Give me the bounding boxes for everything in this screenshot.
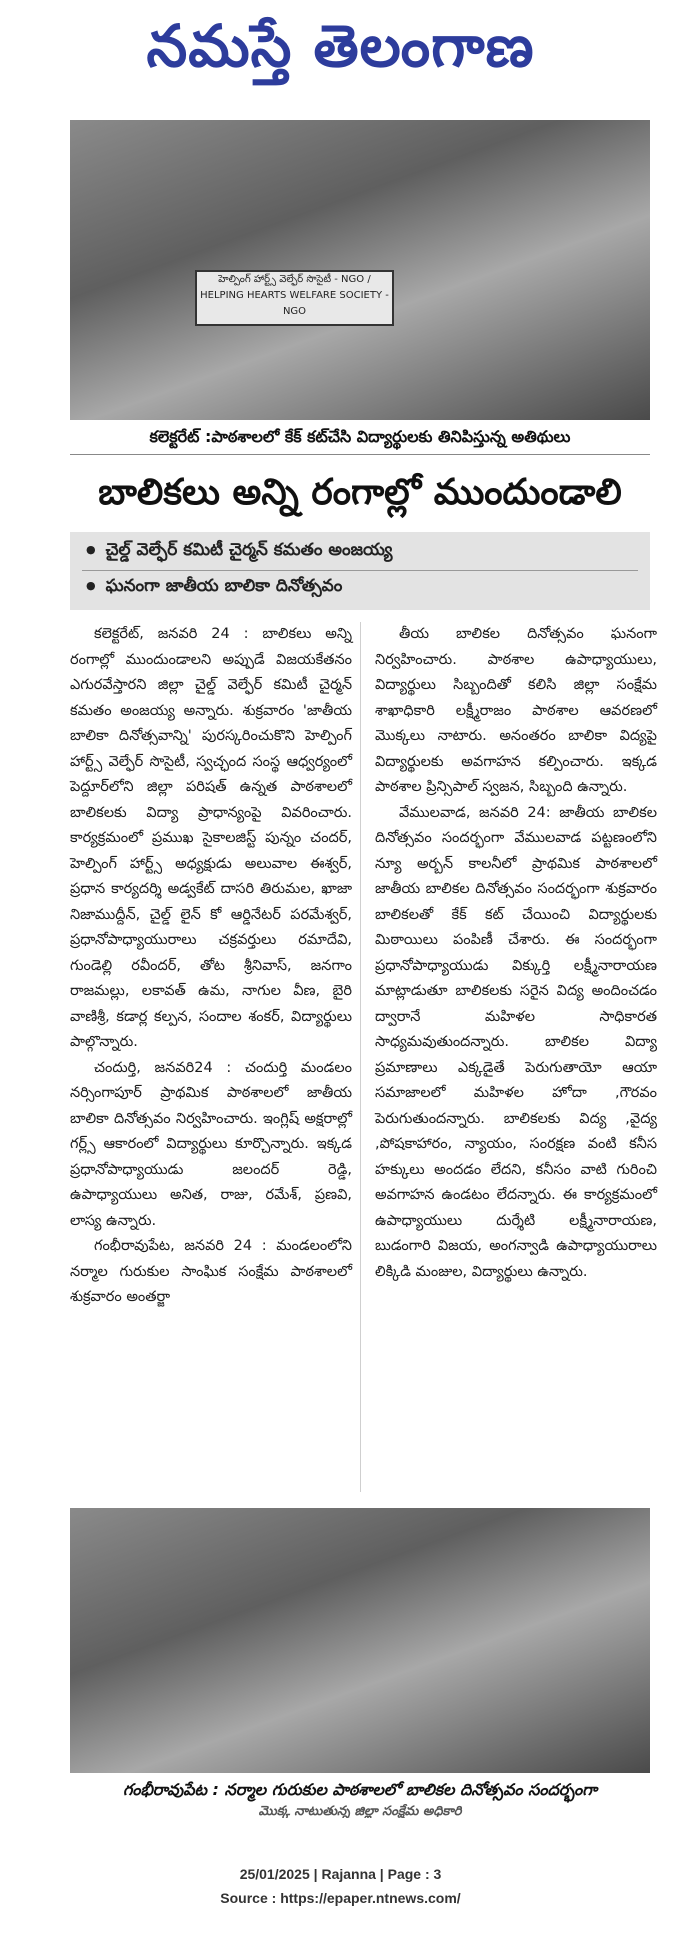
ngo-banner: హెల్పింగ్ హార్ట్స్ వెల్ఫేర్ సొసైటీ - NGO / HELPING HEARTS WELFARE SOCIETY - NGO (195, 270, 394, 326)
edition-info: 25/01/2025 | Rajanna | Page : 3 (239, 1866, 442, 1882)
article-column-right (375, 622, 657, 1502)
column-divider (360, 622, 361, 1492)
article-paragraph: కలెక్టరేట్, జనవరి 24 : బాలికలు అన్ని రంగాల్లో ముందుండాలని అప్పుడే విజయకేతనం ఎగురవేస్తారని జిల్లా చైల్డ్ వెల్ఫేర్ కమిటీ చైర్మన్ కమతం అంజయ్య అన్నారు. శుక్రవారం 'జాతీయ బాలికా దినోత్సవాన్ని' పురస్కరించుకొని హెల్పింగ్ హార్ట్స్ వెల్ఫేర్ సొసైటీ, స్వచ్ఛంద సంస్థ ఆధ్వర్యంలో పెద్దూర్‌లోని జిల్లా పరిషత్ ఉన్నత పాఠశాలలో బాలికలకు విద్యా ప్రాధాన్యంపై వివరించారు. కార్యక్రమంలో ప్రముఖ సైకాలజిస్ట్ పున్నం చందర్, హెల్పింగ్ హార్ట్స్ అధ్యక్షుడు అలువాల ఈశ్వర్, ప్రధాన కార్యదర్శి అడ్వకేట్ దాసరి తిరుమల, ఖాజా నిజాముద్దీన్, చైల్డ్ లైన్ కో ఆర్డినేటర్ పరమేశ్వర్, ప్రధానోపాధ్యాయురాలు చక్రవర్తులు రమాదేవి, గుండెల్లి రవీందర్, తోట శ్రీనివాస్, జనగాం రాజమల్లు, లకావత్ ఉమ, నాగుల వీణ, బైరి వాణిశ్రీ, కడార్ల కల్పన, సందాల శంకర్, విద్యార్థులు పాల్గొన్నారు. (70, 626, 352, 1050)
photo-caption-top: కలెక్టరేట్ :పాఠశాలలో కేక్ కట్‌చేసి విద్యార్థులకు తినిపిస్తున్న అతిథులు (70, 427, 650, 455)
photo-caption-bottom: గంభీరావుపేట : నర్మాల గురుకుల పాఠశాలలో బాలికల దినోత్సవం సందర్భంగా (123, 1780, 597, 1799)
subheadline-box (70, 532, 650, 610)
masthead (0, 0, 681, 110)
newspaper-logo: నమస్తే తెలంగాణ (146, 12, 535, 80)
event-photo-bottom (70, 1508, 650, 1773)
event-photo-top (70, 120, 650, 420)
article-paragraph: వేములవాడ, జనవరి 24: జాతీయ బాలికల దినోత్సవం సందర్భంగా వేములవాడ పట్టణంలోని న్యూ అర్బన్ కాలనీలో ప్రాథమిక పాఠశాలలో జాతీయ బాలికల దినోత్సవం సందర్భంగా శుక్రవారం బాలికలతో కేక్ కట్ చేయించి విద్యార్థులకు మిఠాయిలు పంపిణీ చేశారు. ఈ సందర్భంగా ప్రధానోపాధ్యాయుడు విక్కుర్తి లక్ష్మీనారాయణ మాట్లాడుతూ బాలికలకు సరైన విద్య అందించడం ద్వారానే మహిళల సాధికారత సాధ్యమవుతుందన్నారు. బాలికల విద్యా ప్రమాణాలు ఎక్కడైతే పెరుగుతాయో ఆయా సమాజాలలో మహిళల హోదా ,గౌరవం పెరుగుతుందన్నారు. బాలికలకు విద్య ,వైద్య ,పోషకాహారం, న్యాయం, సంరక్షణ వంటి కనీస హక్కులు అందడం లేదని, కనీసం వాటి గురించి అవగాహన ఉండటం లేదన్నారు. ఈ కార్యక్రమంలో ఉపాధ్యాయులు దుర్శేటి లక్ష్మీనారాయణ, బుడంగారి విజయ, అంగన్వాడి ఉపాధ్యాయురాలు లిక్కిడి మంజుల, విద్యార్థులు ఉన్నారు. (375, 804, 657, 1280)
article-paragraph: చందుర్తి, జనవరి24 : చందుర్తి మండలం నర్సింగాపూర్ ప్రాథమిక పాఠశాలలో జాతీయ బాలికా దినోత్సవం నిర్వహించారు. ఇంగ్లిష్ అక్షరాల్లో గర్ల్స్ ఆకారంలో విద్యార్థులు కూర్చొన్నారు. ఇక్కడ ప్రధానోపాధ్యాయుడు జలందర్ రెడ్డి, ఉపాధ్యాయులు అనిత, రాజు, రమేశ్, ప్రణవి, లాస్య ఉన్నారు. (70, 1059, 352, 1229)
source-link[interactable]: Source : https://epaper.ntnews.com/ (220, 1890, 461, 1906)
photo-caption-bottom-continued: మొక్క నాటుతున్న జిల్లా సంక్షేమ అధికారి (258, 1804, 462, 1818)
article-paragraph: గంభీరావుపేట, జనవరి 24 : మండలంలోని నర్మాల గురుకుల సాంఘిక సంక్షేమ పాఠశాలలో శుక్రవారం అంతర్జా (70, 1238, 352, 1305)
article-headline: బాలికలు అన్ని రంగాల్లో ముందుండాలి (98, 472, 622, 513)
subheadline-bullet-2: ● ఘనంగా జాతీయ బాలికా దినోత్సవం (86, 576, 342, 600)
subheadline-bullet-1: ● చైల్డ్ వెల్ఫేర్ కమిటీ చైర్మన్ కమతం అంజయ్య (86, 540, 392, 564)
article-column-left (70, 622, 352, 1497)
article-paragraph: తీయ బాలికల దినోత్సవం ఘనంగా నిర్వహించారు. పాఠశాల ఉపాధ్యాయులు, విద్యార్థులు సిబ్బందితో కలిసి జిల్లా సంక్షేమ శాఖాధికారి లక్ష్మీరాజం పాఠశాల ఆవరణలో మొక్కలు నాటారు. అనంతరం బాలికా విద్యపై విద్యార్థులకు అవగాహన కల్పించారు. ఇక్కడ పాఠశాల ప్రిన్సిపాల్ స్వజన, సిబ్బంది ఉన్నారు. (375, 626, 657, 795)
subheadline-divider (82, 570, 638, 571)
